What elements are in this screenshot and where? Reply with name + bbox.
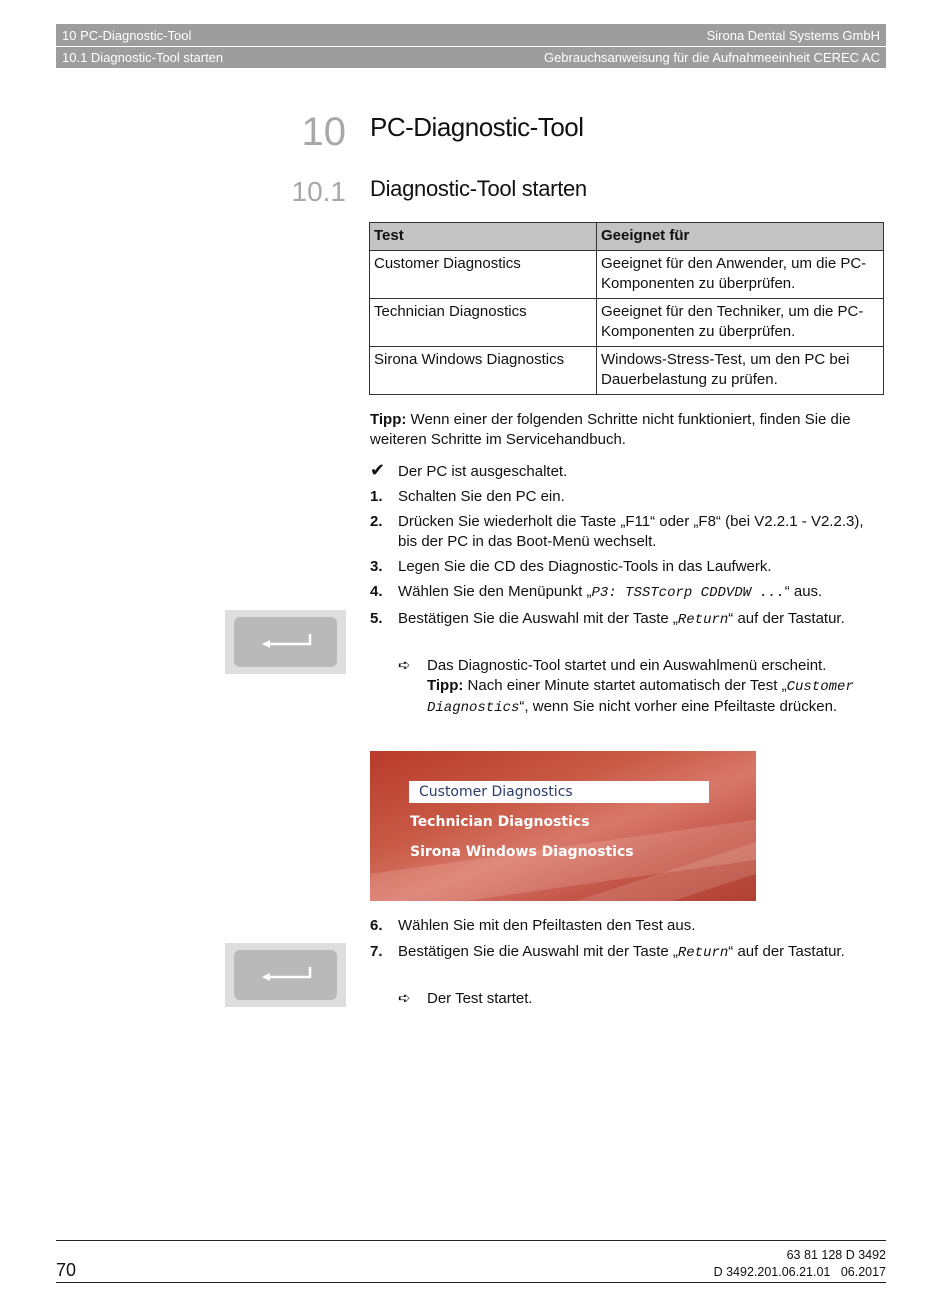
document-number: 63 81 128 D 3492: [786, 1248, 886, 1262]
result-tip: [427, 676, 888, 718]
step-number: 2.: [370, 513, 383, 530]
running-header-top: [56, 24, 886, 46]
step-text: Drücken Sie wiederholt die Taste „F11“ oder „F8“ (bei V2.2.1 - V2.2.3), bis der PC in das Boot-Menü wechselt.: [398, 513, 864, 550]
doc-ref: D 3492.201.06.21.01: [713, 1265, 831, 1279]
table-row: [370, 251, 884, 299]
step-6: [370, 916, 885, 936]
step-4: [370, 582, 885, 603]
table-row: [370, 347, 884, 395]
test-table: [369, 222, 884, 395]
result-text: Der Test startet.: [427, 990, 533, 1007]
return-key-illustration: [225, 943, 346, 1007]
section-title: Diagnostic-Tool starten: [370, 176, 587, 201]
tip-label: Tipp:: [370, 411, 407, 428]
return-key-icon: [234, 950, 337, 1000]
document-reference: [714, 1265, 886, 1279]
table-cell: Windows-Stress-Test, um den PC bei Dauerbelastung zu prüfen.: [597, 347, 884, 395]
step-number: 5.: [370, 610, 383, 627]
tip-paragraph: [370, 410, 890, 450]
step-text: Bestätigen Sie die Auswahl mit der Taste „: [398, 943, 678, 960]
result-5: [398, 656, 888, 718]
step-text: “ aus.: [784, 583, 823, 600]
header-company: Sirona Dental Systems GmbH: [706, 27, 880, 43]
menu-item-code: P3: TSSTcorp CDDVDW ...: [591, 585, 785, 601]
step-text: Wählen Sie mit den Pfeiltasten den Test aus.: [398, 917, 696, 934]
table-cell: Sirona Windows Diagnostics: [370, 347, 597, 395]
header-chapter: 10 PC-Diagnostic-Tool: [62, 27, 192, 43]
step-1: [370, 487, 885, 507]
page-number: 70: [56, 1260, 77, 1280]
step-number: 3.: [370, 558, 383, 575]
result-7: [398, 989, 888, 1009]
step-text: Schalten Sie den PC ein.: [398, 488, 565, 505]
result-arrow-icon: ➪: [398, 657, 411, 674]
step-number: 7.: [370, 943, 383, 960]
footer-divider: [56, 1282, 886, 1283]
table-header-row: [370, 223, 884, 251]
precondition-text: Der PC ist ausgeschaltet.: [398, 463, 568, 480]
step-7: [370, 942, 885, 963]
step-text: “ auf der Tastatur.: [728, 610, 845, 627]
step-text: “ auf der Tastatur.: [728, 943, 845, 960]
table-header-cell: Geeignet für: [597, 223, 884, 251]
boot-menu-screenshot: [370, 751, 756, 901]
result-arrow-icon: ➪: [398, 990, 411, 1007]
table-header-cell: Test: [370, 223, 597, 251]
step-text: Bestätigen Sie die Auswahl mit der Taste „: [398, 610, 678, 627]
step-2: [370, 512, 885, 552]
boot-menu-item-selected: Customer Diagnostics: [409, 781, 709, 803]
checkmark-icon: ✔: [370, 460, 386, 480]
chapter-title: PC-Diagnostic-Tool: [370, 112, 584, 142]
table-cell: Technician Diagnostics: [370, 299, 597, 347]
return-key-illustration: [225, 610, 346, 674]
step-3: [370, 557, 885, 577]
tip-text: “, wenn Sie nicht vorher eine Pfeiltaste drücken.: [519, 698, 838, 715]
step-number: 1.: [370, 488, 383, 505]
boot-menu-item: Sirona Windows Diagnostics: [410, 844, 634, 860]
table-cell: Geeignet für den Anwender, um die PC-Komponenten zu überprüfen.: [597, 251, 884, 299]
table-row: [370, 299, 884, 347]
result-text: Das Diagnostic-Tool startet und ein Auswahlmenü erscheint.: [427, 657, 827, 674]
step-5: [370, 609, 885, 630]
table-cell: Customer Diagnostics: [370, 251, 597, 299]
step-text: Wählen Sie den Menüpunkt „: [398, 583, 592, 600]
tip-text: Nach einer Minute startet automatisch der Test „: [463, 677, 787, 694]
table-cell: Geeignet für den Techniker, um die PC-Komponenten zu überprüfen.: [597, 299, 884, 347]
test-code: Customer Diagnostics: [427, 679, 854, 716]
key-code: Return: [677, 945, 729, 961]
tip-label: Tipp:: [427, 677, 464, 694]
running-header-bottom: [56, 46, 886, 68]
doc-date: 06.2017: [840, 1265, 886, 1279]
return-key-icon: [234, 617, 337, 667]
header-section: 10.1 Diagnostic-Tool starten: [62, 50, 224, 65]
section-number: 10.1: [291, 176, 346, 207]
step-number: 6.: [370, 917, 383, 934]
chapter-number: 10: [301, 110, 346, 154]
footer-divider: [56, 1240, 886, 1241]
tip-text: Wenn einer der folgenden Schritte nicht funktioniert, finden Sie die weiteren Schritte im Servicehandbuch.: [370, 411, 851, 448]
step-number: 4.: [370, 583, 383, 600]
boot-menu-item: Technician Diagnostics: [410, 814, 590, 830]
key-code: Return: [677, 612, 729, 628]
precondition: [370, 462, 885, 482]
step-text: Legen Sie die CD des Diagnostic-Tools in das Laufwerk.: [398, 558, 772, 575]
header-manual-title: Gebrauchsanweisung für die Aufnahmeeinheit CEREC AC: [543, 50, 880, 65]
